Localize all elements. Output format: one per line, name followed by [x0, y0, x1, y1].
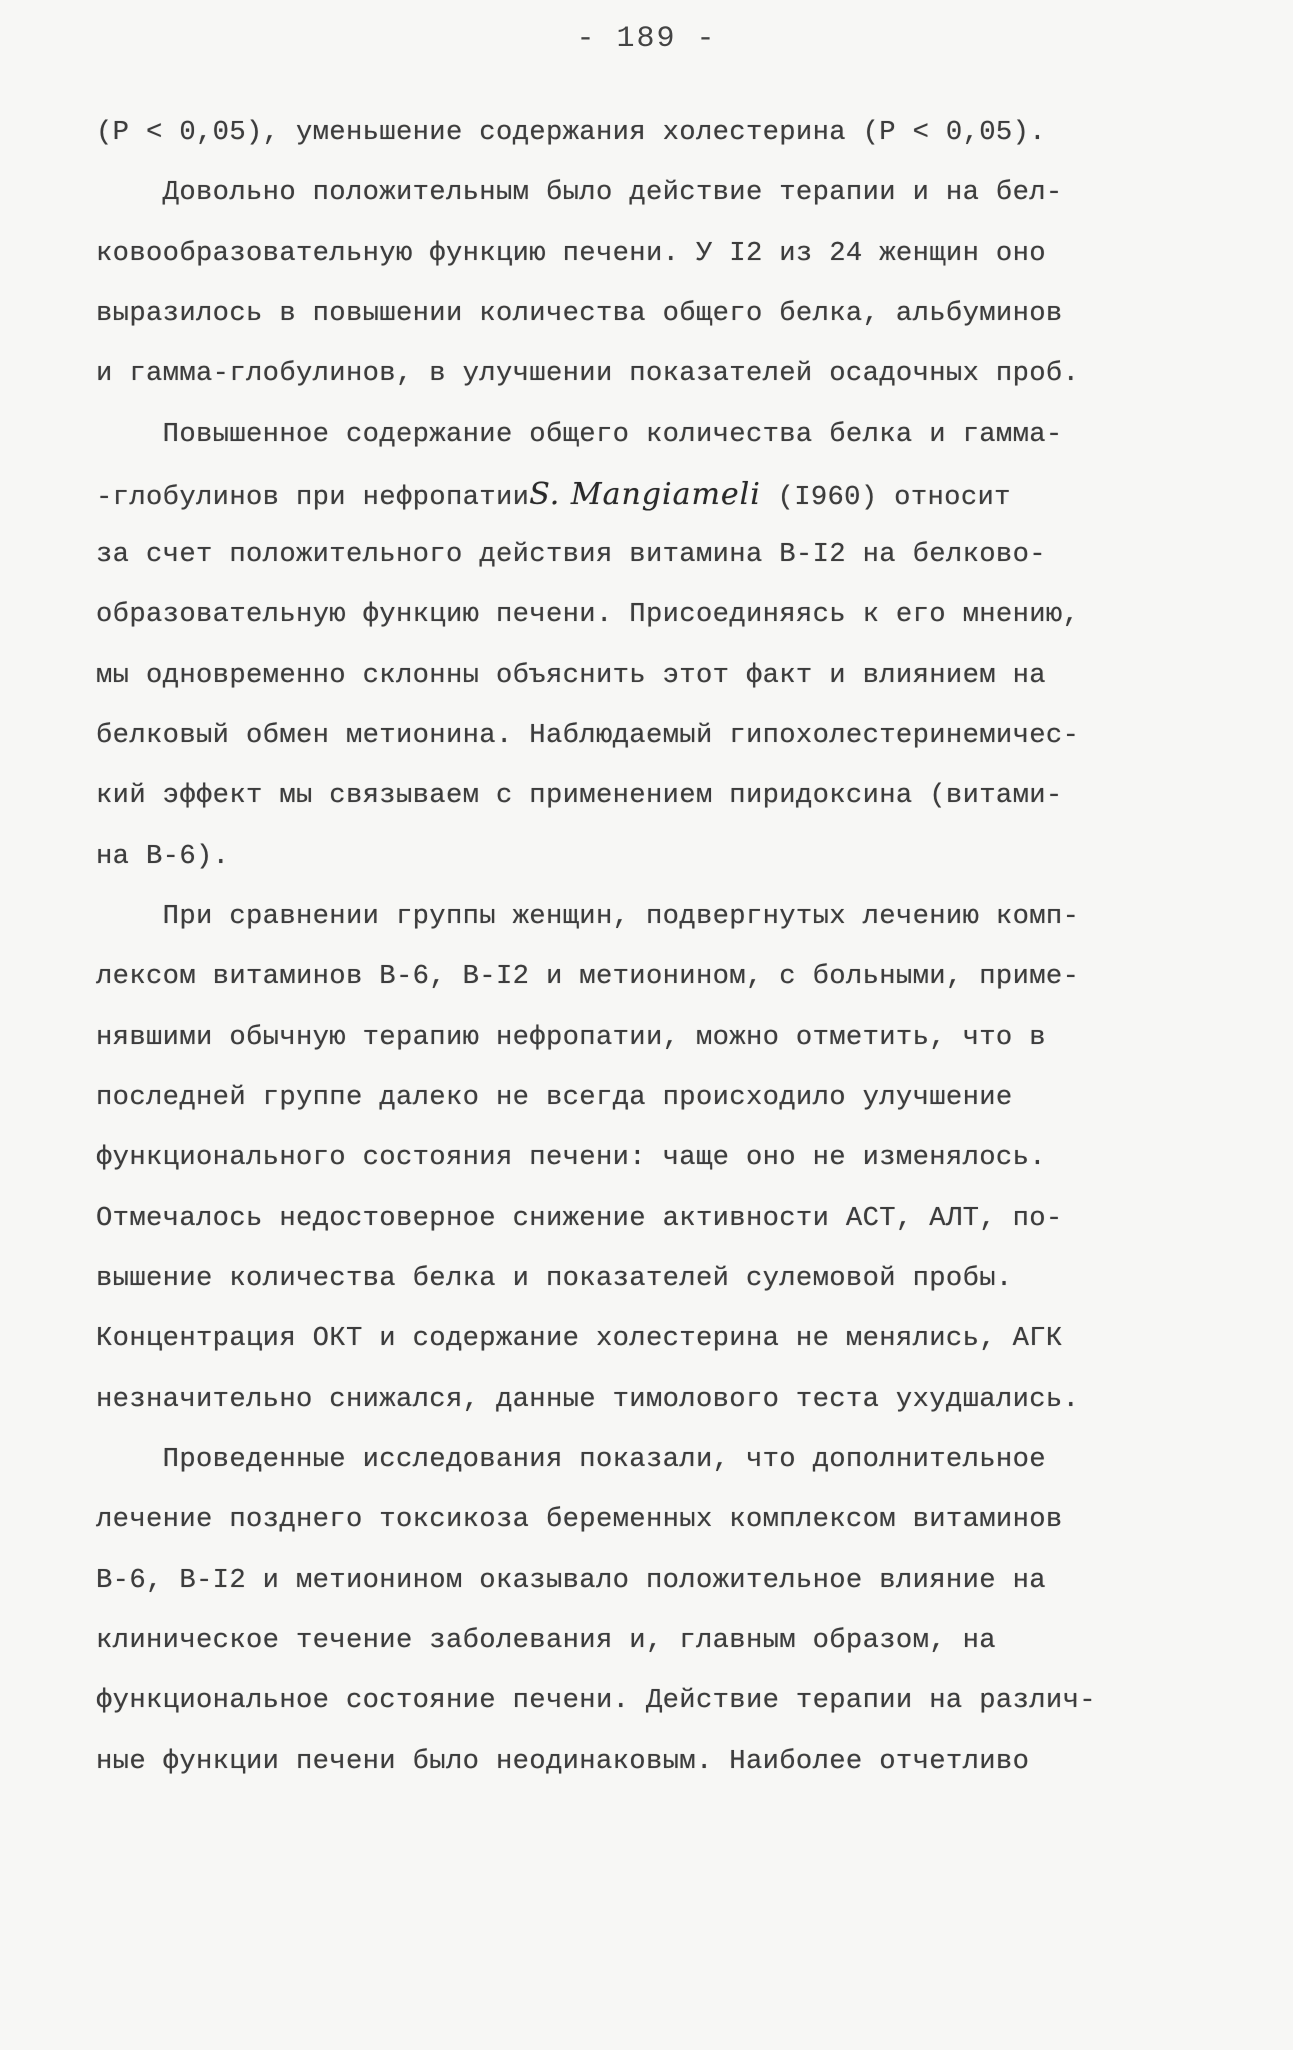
text-line: Довольно положительным было действие терапии и на бел- [96, 177, 1063, 208]
text-line: на В-6). [96, 841, 230, 872]
text-line: последней группе далеко не всегда происходило улучшение [96, 1082, 1013, 1113]
text-line-with-signature [96, 478, 1011, 515]
text-line: и гамма-глобулинов, в улучшении показателей осадочных проб. [96, 358, 1080, 389]
text-line: лексом витаминов В-6, В-I2 и метионином, с больными, приме- [96, 961, 1080, 992]
text-line: за счет положительного действия витамина В-I2 на белково- [96, 539, 1046, 570]
text-line: В-6, В-I2 и метионином оказывало положительное влияние на [96, 1565, 1046, 1596]
text-line: функциональное состояние печени. Действие терапии на различ- [96, 1685, 1096, 1716]
text-line: ные функции печени было неодинаковым. Наиболее отчетливо [96, 1746, 1030, 1777]
text-line: мы одновременно склонны объяснить этот факт и влиянием на [96, 660, 1046, 691]
text-line: При сравнении группы женщин, подвергнутых лечению комп- [96, 901, 1080, 932]
text-line: образовательную функцию печени. Присоединяясь к его мнению, [96, 599, 1080, 630]
text-line: Отмечалось недостоверное снижение активности АСТ, АЛТ, по- [96, 1203, 1063, 1234]
text-line: нявшими обычную терапию нефропатии, можно отметить, что в [96, 1022, 1046, 1053]
text-line: функционального состояния печени: чаще оно не изменялось. [96, 1142, 1046, 1173]
text-line: лечение позднего токсикоза беременных комплексом витаминов [96, 1504, 1063, 1535]
text-line: Повышенное содержание общего количества белка и гамма- [96, 419, 1063, 450]
text-fragment: (I960) относит [760, 482, 1011, 513]
text-line: вышение количества белка и показателей сулемовой пробы. [96, 1263, 1013, 1294]
text-line: Концентрация ОКТ и содержание холестерина не менялись, АГК [96, 1323, 1063, 1354]
text-line: ковообразовательную функцию печени. У I2 из 24 женщин оно [96, 238, 1046, 269]
text-line: незначительно снижался, данные тимолового теста ухудшались. [96, 1384, 1080, 1415]
text-line: клиническое течение заболевания и, главным образом, на [96, 1625, 996, 1656]
text-line: (P < 0,05), уменьшение содержания холестерина (P < 0,05). [96, 117, 1046, 148]
text-fragment: -глобулинов при нефропатии [96, 482, 530, 513]
text-line: выразилось в повышении количества общего белка, альбуминов [96, 298, 1063, 329]
text-line: белковый обмен метионина. Наблюдаемый гипохолестеринемичес- [96, 720, 1080, 751]
page-number: - 189 - [576, 22, 717, 56]
text-line: кий эффект мы связываем с применением пиридоксина (витами- [96, 780, 1063, 811]
text-line: Проведенные исследования показали, что дополнительное [96, 1444, 1046, 1475]
handwritten-name: S. Mangiameli [529, 477, 761, 512]
